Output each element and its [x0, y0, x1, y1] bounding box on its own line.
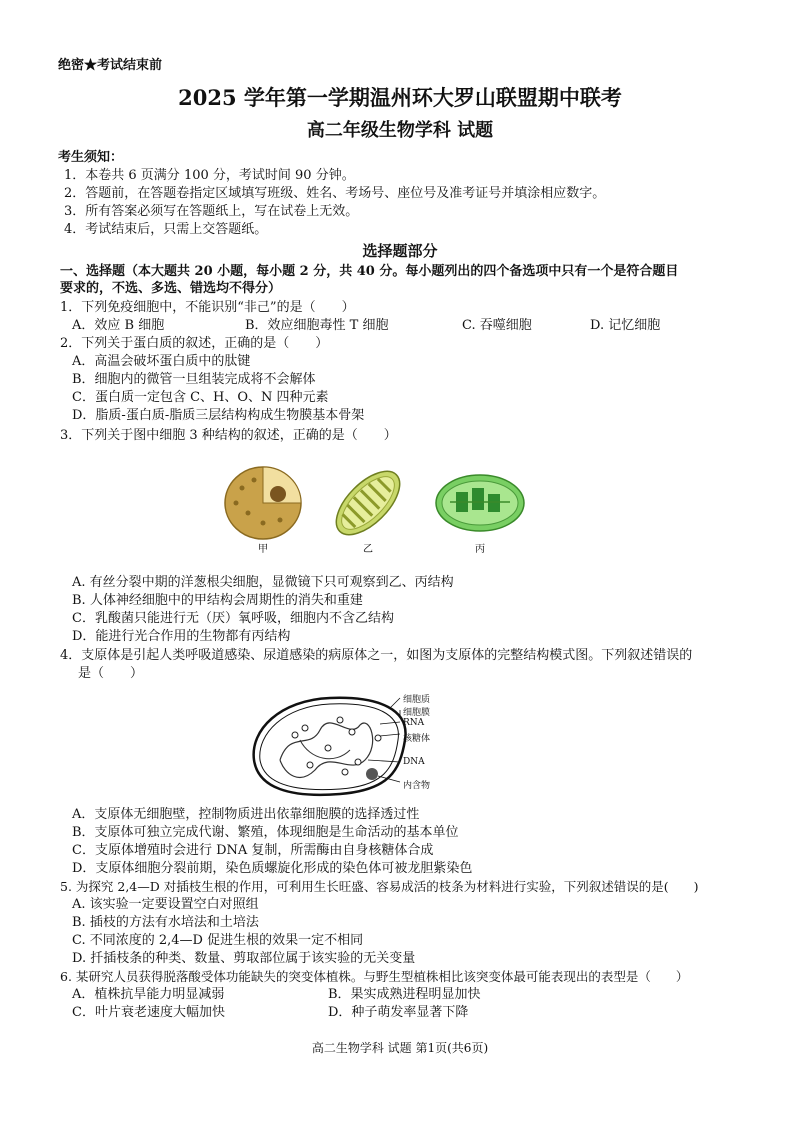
- question-4-option-d: D．支原体细胞分裂前期，染色质螺旋化形成的染色体可被龙胆紫染色: [72, 861, 473, 876]
- question-1-stem: 1．下列免疫细胞中，不能识别“非己”的是（ ）: [60, 300, 355, 315]
- question-6-option-d: D．种子萌发率显著下降: [328, 1005, 469, 1020]
- notice-item: 3．所有答案必须写在答题纸上，写在试卷上无效。: [64, 204, 359, 219]
- figure-label-jia: 甲: [258, 544, 268, 555]
- notice-item: 2．答题前，在答题卷指定区域填写班级、姓名、考场号、座位号及准考证号并填涂相应数字。: [64, 186, 606, 201]
- question-4-stem-continued: 是（ ）: [78, 666, 144, 681]
- notice-heading: 考生须知：: [58, 150, 124, 165]
- label-cell-membrane: 细胞膜: [403, 708, 431, 718]
- question-5-option-d: D. 扦插枝条的种类、数量、剪取部位属于该实验的无关变量: [72, 951, 416, 966]
- question-2-option-d: D．脂质-蛋白质-脂质三层结构构成生物膜基本骨架: [72, 408, 365, 423]
- question-5-option-c: C. 不同浓度的 2,4—D 促进生根的效果一定不相同: [72, 933, 364, 948]
- label-inclusion: 内含物: [403, 781, 431, 791]
- question-6-option-c: C．叶片衰老速度大幅加快: [72, 1005, 225, 1020]
- question-4-option-b: B．支原体可独立完成代谢、繁殖，体现细胞是生命活动的基本单位: [72, 825, 459, 840]
- confidential-mark: 绝密★考试结束前: [58, 58, 163, 73]
- question-2-option-b: B．细胞内的微管一旦组装完成将不会解体: [72, 372, 316, 387]
- label-dna: DNA: [403, 757, 425, 767]
- question-5-stem: 5. 为探究 2,4—D 对插枝生根的作用，可利用生长旺盛、容易成活的枝条为材料进行实验，下列叙述错误的是( ): [60, 879, 699, 894]
- nucleus-image: [225, 467, 301, 539]
- mitochondrion-image: [326, 461, 411, 546]
- chloroplast-image: [436, 475, 524, 531]
- label-cytoplasm: 细胞质: [403, 695, 431, 705]
- question-3-option-b: B. 人体神经细胞中的甲结构会周期性的消失和重建: [72, 593, 363, 608]
- question-6-stem: 6. 某研究人员获得脱落酸受体功能缺失的突变体植株。与野生型植株相比该突变体最可能表现出的表型是（ ）: [60, 969, 689, 984]
- question-1-option-d: D. 记忆细胞: [590, 318, 661, 333]
- figure-label-bing: 丙: [475, 544, 485, 555]
- question-1-option-a: A．效应 B 细胞: [72, 318, 165, 333]
- section-intro-line1: 一、选择题（本大题共 20 小题，每小题 2 分，共 40 分。每小题列出的四个备选项中只有一个是符合题目: [60, 264, 679, 279]
- question-5-option-b: B. 插枝的方法有水培法和土培法: [72, 915, 259, 930]
- figure-label-yi: 乙: [363, 544, 373, 555]
- question-3-stem: 3．下列关于图中细胞 3 种结构的叙述，正确的是（ ）: [60, 428, 397, 443]
- organelle-figure: [218, 458, 538, 558]
- section-intro-line2: 要求的，不选、多选、错选均不得分）: [60, 281, 282, 296]
- exam-subtitle: 高二年级生物学科 试题: [306, 120, 494, 141]
- page-footer: 高二生物学科 试题 第1页(共6页): [311, 1041, 489, 1055]
- question-2-option-a: A．高温会破坏蛋白质中的肽键: [72, 354, 251, 369]
- notice-item: 4．考试结束后，只需上交答题纸。: [64, 222, 268, 237]
- question-3-option-d: D．能进行光合作用的生物都有丙结构: [72, 629, 291, 644]
- question-4-stem: 4．支原体是引起人类呼吸道感染、尿道感染的病原体之一，如图为支原体的完整结构模式图。下列叙述错误的: [60, 648, 693, 663]
- question-1-option-b: B．效应细胞毒性 T 细胞: [245, 318, 389, 333]
- question-3-option-c: C．乳酸菌只能进行无（厌）氧呼吸，细胞内不含乙结构: [72, 611, 394, 626]
- notice-item: 1．本卷共 6 页满分 100 分，考试时间 90 分钟。: [64, 168, 355, 183]
- question-4-option-a: A．支原体无细胞壁，控制物质进出依靠细胞膜的选择透过性: [72, 807, 420, 822]
- question-5-option-a: A. 该实验一定要设置空白对照组: [72, 897, 259, 912]
- label-rna: RNA: [403, 718, 425, 728]
- exam-title: 2025 学年第一学期温州环大罗山联盟期中联考: [178, 85, 622, 110]
- label-ribosome: 核糖体: [403, 734, 431, 744]
- question-1-option-c: C. 吞噬细胞: [462, 318, 532, 333]
- section-title: 选择题部分: [362, 242, 438, 260]
- question-3-option-a: A. 有丝分裂中期的洋葱根尖细胞，显微镜下只可观察到乙、丙结构: [72, 575, 454, 590]
- question-6-option-a: A．植株抗旱能力明显减弱: [72, 987, 225, 1002]
- question-2-option-c: C．蛋白质一定包含 C、H、O、N 四种元素: [72, 390, 329, 405]
- question-2-stem: 2．下列关于蛋白质的叙述，正确的是（ ）: [60, 336, 329, 351]
- question-4-option-c: C．支原体增殖时会进行 DNA 复制，所需酶由自身核糖体合成: [72, 843, 434, 858]
- question-6-option-b: B．果实成熟进程明显加快: [328, 987, 481, 1002]
